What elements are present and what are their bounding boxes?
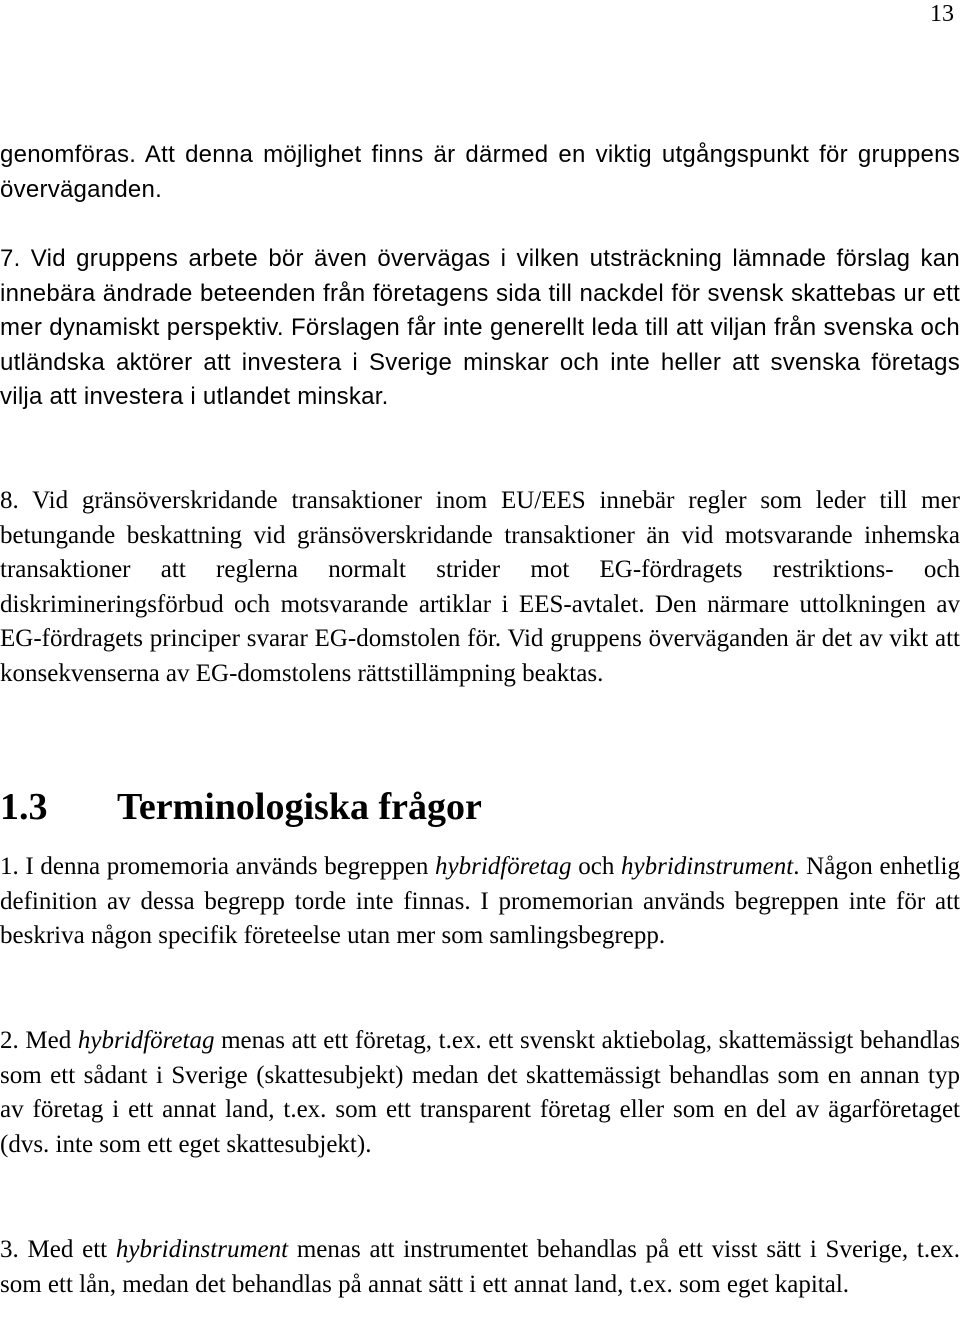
terms-paragraph-2 [0, 1024, 960, 1162]
paragraph-continuation: genomföras. Att denna möjlighet finns är därmed en viktig utgångspunkt för gruppens överväganden. [0, 141, 960, 203]
section-title: Terminologiska frågor [117, 786, 482, 828]
section-number: 1.3 [0, 786, 48, 828]
paragraph-8: 8. Vid gränsöverskridande transaktioner inom EU/EES innebär regler som leder till mer betungande beskattning vid gränsöverskridande transaktioner än vid motsvarande inhemska transaktioner att reglerna normalt strider mot EG-fördragets restriktions- och diskrimineringsförbud och motsvarande artiklar i EES-avtalet. Den närmare uttolkningen av EG-fördragets principer svarar EG-domstolen för. Vid gruppens överväganden är det av vikt att konsekvenserna av EG-domstolens rättstillämpning beaktas. [0, 487, 960, 687]
terms-paragraph-3 [0, 1233, 960, 1302]
terms-p3-text-a: 3. Med ett [0, 1236, 116, 1263]
page-number: 13 [930, 1, 954, 27]
terms-paragraph-1 [0, 850, 960, 954]
terms-p2-text-b: menas att ett företag, t.ex. ett svenskt aktiebolag, skattemässigt behandlas som ett sådant i Sverige (skattesubjekt) medan det skattemässigt behandlas som en annan typ av företag i ett annat land, t.ex. som ett transparent företag eller som en del av ägarföretaget (dvs. inte som ett eget skattesubjekt). [0, 1027, 960, 1158]
term-hybridinstrument: hybridinstrument [621, 853, 794, 880]
term-hybridforetag-2: hybridföretag [77, 1027, 215, 1054]
paragraph-7: 7. Vid gruppens arbete bör även övervägas i vilken utsträckning lämnade förslag kan innebära ändrade beteenden från företagens sida till nackdel för svensk skattebas ur ett mer dynamiskt perspektiv. Förslagen får inte generellt leda till att viljan från svenska och utländska aktörer att investera i Sverige minskar och inte heller att svenska företags vilja att investera i utlandet minskar. [0, 245, 960, 410]
term-hybridforetag: hybridföretag [435, 853, 572, 880]
terms-p2-text-a: 2. Med [0, 1027, 78, 1054]
terms-p3-text-b: menas att instrumentet behandlas på ett visst sätt i Sverige, t.ex. som ett lån, medan det behandlas på annat sätt i ett annat land, t.ex. som eget kapital. [0, 1236, 960, 1298]
terms-p1-text-a: 1. I denna promemoria används begreppen [0, 853, 435, 880]
terms-p1-text-b: och [571, 853, 621, 880]
term-hybridinstrument-2: hybridinstrument [115, 1236, 289, 1263]
terms-p1-text-c: . Någon enhetlig definition av dessa begrepp torde inte finnas. I promemorian används begreppen inte för att beskriva någon specifik företeelse utan mer som samlingsbegrepp. [0, 853, 960, 949]
section-heading [0, 785, 960, 829]
